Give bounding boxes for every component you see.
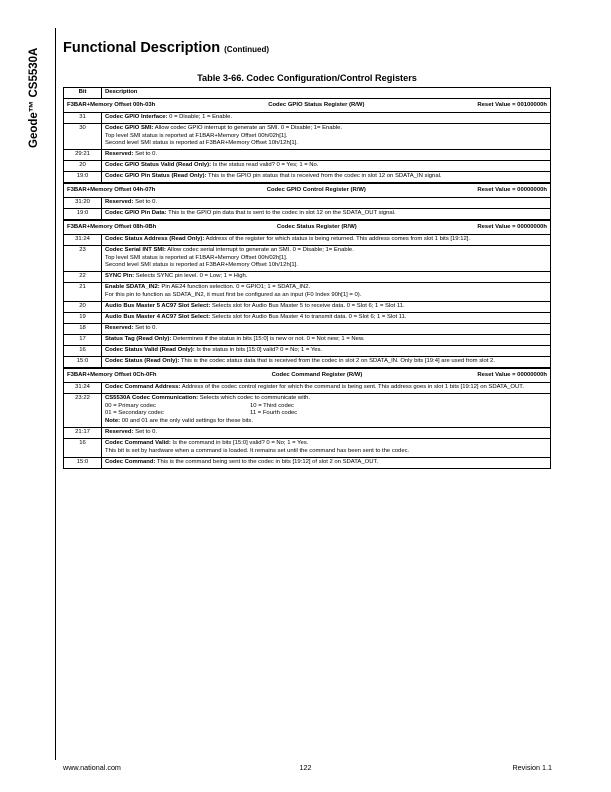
field-name: Status Tag (Read Only): bbox=[105, 336, 172, 343]
note-line bbox=[105, 418, 547, 426]
bit-range: 31 bbox=[64, 112, 102, 123]
bit-description bbox=[102, 428, 551, 439]
description-extra-line: For this pin to function as SDATA_IN2, it must first be configured as an input (F0 Index 90h[1] = 0). bbox=[105, 292, 362, 299]
field-text: Pin AE24 function selection. 0 = GPIO1; 1 = SDATA_IN2. bbox=[159, 284, 311, 291]
field-name: Codec Command Address: bbox=[105, 384, 181, 391]
section-title-text: Functional Description bbox=[63, 40, 221, 56]
field-text: Allow codec serial interrupt to generate an SMI. 0 = Disable; 1= Enable. bbox=[165, 246, 354, 253]
bit-description bbox=[102, 346, 551, 357]
bit-field-row bbox=[64, 301, 551, 312]
description-extra-line: Second level SMI status is reported at F3BAR+Memory Offset 10h/12h[1]. bbox=[105, 262, 298, 269]
bit-field-row bbox=[64, 457, 551, 468]
side-title-text: Geode™ CS5530A bbox=[28, 47, 40, 148]
register-reset-value: Reset Value = 00100000h bbox=[477, 101, 547, 108]
bit-range: 19:0 bbox=[64, 172, 102, 184]
bit-range: 15:0 bbox=[64, 357, 102, 369]
description-line bbox=[105, 347, 547, 355]
bit-range: 29:21 bbox=[64, 150, 102, 161]
field-text: This is the GPIO pin status that is received from the codec in slot 12 on SDATA_IN signal. bbox=[206, 173, 442, 180]
description-line bbox=[105, 173, 547, 181]
register-offset: F3BAR+Memory Offset 00h-03h bbox=[67, 101, 156, 108]
option-item: 00 = Primary codec bbox=[105, 402, 156, 409]
bit-field-row bbox=[64, 172, 551, 184]
bit-column-header: Bit bbox=[64, 88, 102, 99]
table-body bbox=[64, 99, 551, 469]
description-line bbox=[105, 162, 547, 170]
description-line bbox=[105, 236, 547, 244]
bit-description bbox=[102, 209, 551, 221]
bit-range: 23:22 bbox=[64, 393, 102, 427]
section-title-suffix: (Continued) bbox=[224, 45, 269, 54]
field-name: Enable SDATA_IN2: bbox=[105, 284, 160, 291]
field-name: Codec GPIO Interface: bbox=[105, 113, 168, 120]
description-line bbox=[105, 384, 547, 392]
bit-range: 31:24 bbox=[64, 382, 102, 393]
register-offset: F3BAR+Memory Offset 04h-07h bbox=[67, 186, 156, 193]
field-text: This is the command being sent to the codec in bits [19:12] of slot 2 on SDATA_OUT. bbox=[155, 458, 379, 465]
register-group-labels bbox=[67, 187, 547, 195]
register-group-labels bbox=[67, 224, 547, 232]
footer-revision: Revision 1.1 bbox=[512, 763, 552, 772]
bit-range: 17 bbox=[64, 335, 102, 346]
field-text: Selects slot for Audio Bus Master 4 to transmit data. 0 = Slot 6; 1 = Slot 11. bbox=[210, 314, 407, 321]
field-text: Is the command in bits [15:0] valid? 0 = No; 1 = Yes. bbox=[170, 440, 309, 447]
bit-range: 16 bbox=[64, 346, 102, 357]
note-label: Note: bbox=[105, 418, 121, 425]
option-item: 11 = Fourth codec bbox=[250, 410, 298, 417]
field-name: Codec Serial INT SMI: bbox=[105, 246, 166, 253]
bit-range: 16 bbox=[64, 439, 102, 458]
field-text: Set to 0. bbox=[133, 151, 158, 158]
register-reset-value: Reset Value = 00000000h bbox=[477, 371, 547, 378]
description-line bbox=[105, 199, 547, 207]
field-text: Selects SYNC pin level. 0 = Low; 1 = High. bbox=[134, 273, 248, 280]
bit-field-row bbox=[64, 197, 551, 208]
bit-field-row bbox=[64, 150, 551, 161]
description-extra-line: Top level SMI status is reported at F1BAR+Memory Offset 00h/02h[1]. bbox=[105, 254, 288, 261]
description-extra-line: Second level SMI status is reported at F3BAR+Memory Offset 10h/12h[1]. bbox=[105, 140, 298, 147]
register-group-labels bbox=[67, 372, 547, 380]
vertical-rule bbox=[55, 28, 56, 760]
register-name: Codec GPIO Status Register (R/W) bbox=[268, 101, 365, 108]
description-line bbox=[105, 358, 547, 366]
bit-description bbox=[102, 283, 551, 302]
description-extra-line: Top level SMI status is reported at F1BAR+Memory Offset 00h/02h[1]. bbox=[105, 132, 288, 139]
bit-field-row bbox=[64, 324, 551, 335]
bit-description bbox=[102, 335, 551, 346]
bit-range: 19 bbox=[64, 312, 102, 323]
description-column-header: Description bbox=[102, 88, 551, 99]
register-reset-value: Reset Value = 00000000h bbox=[477, 223, 547, 230]
bit-description bbox=[102, 457, 551, 468]
bit-range: 20 bbox=[64, 161, 102, 172]
field-text: Is the status read valid? 0 = Yes; 1 = No. bbox=[211, 162, 319, 169]
register-reset-value: Reset Value = 00000000h bbox=[477, 186, 547, 193]
register-group-header bbox=[64, 368, 551, 382]
bit-range: 22 bbox=[64, 272, 102, 283]
register-group-cell bbox=[64, 183, 551, 197]
option-item: 10 = Third codec bbox=[250, 402, 294, 409]
bit-description bbox=[102, 172, 551, 184]
field-name: Codec GPIO Pin Data: bbox=[105, 210, 167, 217]
bit-description bbox=[102, 382, 551, 393]
bit-description bbox=[102, 272, 551, 283]
field-text: Selects slot for Audio Bus Master 5 to receive data. 0 = Slot 6; 1 = Slot 11. bbox=[210, 303, 405, 310]
bit-description bbox=[102, 161, 551, 172]
note-text: 00 and 01 are the only valid settings for these bits. bbox=[120, 418, 254, 425]
register-group-labels bbox=[67, 102, 547, 110]
field-text: This is the codec status data that is received from the codec in slot 2 on SDATA_IN. Only bits [19:4] are used from slot 2. bbox=[179, 358, 495, 365]
description-line bbox=[105, 303, 547, 311]
field-text: Allow codec GPIO interrupt to generate an SMI. 0 = Disable; 1= Enable. bbox=[153, 124, 343, 131]
field-text: Address of the register for which status is being returned. This address comes from slot 1 bits [19:12]. bbox=[204, 235, 471, 242]
option-list bbox=[105, 403, 547, 418]
bit-field-row bbox=[64, 357, 551, 369]
field-name: SYNC Pin: bbox=[105, 273, 135, 280]
field-text: This is the GPIO pin data that is sent to the codec in slot 12 on the SDATA_OUT signal. bbox=[166, 210, 396, 217]
table-header-row bbox=[64, 88, 551, 99]
bit-field-row bbox=[64, 112, 551, 123]
bit-description bbox=[102, 245, 551, 271]
page-number: 122 bbox=[299, 763, 312, 772]
field-name: Reserved: bbox=[105, 199, 134, 206]
description-line bbox=[105, 429, 547, 437]
field-name: Audio Bus Master 5 AC97 Slot Select: bbox=[105, 303, 211, 310]
bit-field-row bbox=[64, 346, 551, 357]
field-name: Audio Bus Master 4 AC97 Slot Select: bbox=[105, 314, 211, 321]
bit-field-row bbox=[64, 439, 551, 458]
description-line bbox=[105, 336, 547, 344]
bit-field-row bbox=[64, 123, 551, 149]
register-name: Codec GPIO Control Register (R/W) bbox=[266, 186, 366, 193]
bit-field-row bbox=[64, 209, 551, 221]
bit-description bbox=[102, 439, 551, 458]
side-title bbox=[28, 28, 44, 148]
bit-range: 31:24 bbox=[64, 234, 102, 245]
field-text: Address of the codec control register for which the command is being sent. This address goes in slot 1 bits [19:12] on SDATA_OUT. bbox=[180, 384, 524, 391]
description-line bbox=[105, 273, 547, 281]
bit-field-row bbox=[64, 272, 551, 283]
bit-description bbox=[102, 324, 551, 335]
register-table bbox=[63, 87, 551, 469]
field-name: Codec Status Address (Read Only): bbox=[105, 235, 205, 242]
description-line bbox=[105, 395, 547, 403]
bit-description bbox=[102, 197, 551, 208]
bit-description bbox=[102, 357, 551, 369]
bit-description bbox=[102, 301, 551, 312]
bit-range: 18 bbox=[64, 324, 102, 335]
description-line bbox=[105, 459, 547, 467]
bit-range: 21 bbox=[64, 283, 102, 302]
field-name: Reserved: bbox=[105, 325, 134, 332]
bit-range: 31:20 bbox=[64, 197, 102, 208]
bit-description bbox=[102, 234, 551, 245]
description-line bbox=[105, 440, 547, 448]
field-name: CS5530A Codec Communication: bbox=[105, 395, 199, 402]
bit-range: 21:17 bbox=[64, 428, 102, 439]
description-extra-line: This bit is set by hardware when a command is loaded. It remains set until the command has been sent to the codec. bbox=[105, 447, 410, 454]
bit-field-row bbox=[64, 283, 551, 302]
field-name: Codec GPIO Pin Status (Read Only): bbox=[105, 173, 207, 180]
field-text: Set to 0. bbox=[133, 199, 158, 206]
description-line bbox=[105, 114, 547, 122]
bit-description bbox=[102, 393, 551, 427]
bit-range: 20 bbox=[64, 301, 102, 312]
field-text: Set to 0. bbox=[133, 325, 158, 332]
bit-field-row bbox=[64, 245, 551, 271]
bit-field-row bbox=[64, 312, 551, 323]
description-line bbox=[105, 325, 547, 333]
register-group-cell bbox=[64, 99, 551, 113]
description-line bbox=[105, 151, 547, 159]
field-text: Determines if the status in bits [15:0] is new or not. 0 = Not new; 1 = New. bbox=[171, 336, 365, 343]
field-name: Codec Status (Read Only): bbox=[105, 358, 180, 365]
bit-range: 23 bbox=[64, 245, 102, 271]
bit-field-row bbox=[64, 234, 551, 245]
field-name: Reserved: bbox=[105, 429, 134, 436]
bit-field-row bbox=[64, 393, 551, 427]
bit-field-row bbox=[64, 428, 551, 439]
register-group-header bbox=[64, 220, 551, 234]
bit-field-row bbox=[64, 161, 551, 172]
field-name: Codec GPIO SMI: bbox=[105, 124, 154, 131]
bit-description bbox=[102, 112, 551, 123]
bit-range: 30 bbox=[64, 123, 102, 149]
field-name: Codec Command Valid: bbox=[105, 440, 171, 447]
bit-description bbox=[102, 312, 551, 323]
table-title: Table 3-66. Codec Configuration/Control Registers bbox=[197, 73, 417, 83]
section-title bbox=[63, 40, 269, 56]
field-text: Is the status in bits [15:0] valid? 0 = No; 1 = Yes. bbox=[194, 347, 323, 354]
description-line bbox=[105, 247, 547, 255]
register-name: Codec Status Register (R/W) bbox=[276, 223, 357, 230]
field-text: Set to 0. bbox=[133, 429, 158, 436]
option-item: 01 = Secondary codec bbox=[105, 410, 164, 417]
register-name: Codec Command Register (R/W) bbox=[271, 371, 363, 378]
description-line bbox=[105, 125, 547, 133]
description-line bbox=[105, 210, 547, 218]
field-name: Codec Status Valid (Read Only): bbox=[105, 347, 195, 354]
register-group-cell bbox=[64, 220, 551, 234]
bit-range: 19:0 bbox=[64, 209, 102, 221]
bit-description bbox=[102, 123, 551, 149]
bit-description bbox=[102, 150, 551, 161]
register-group-header bbox=[64, 183, 551, 197]
footer-url: www.national.com bbox=[63, 763, 121, 772]
field-text: Selects which codec to communicate with. bbox=[198, 395, 311, 402]
description-line bbox=[105, 284, 547, 292]
bit-range: 15:0 bbox=[64, 457, 102, 468]
description-line bbox=[105, 314, 547, 322]
field-name: Codec GPIO Status Valid (Read Only): bbox=[105, 162, 212, 169]
field-text: 0 = Disable; 1 = Enable. bbox=[167, 113, 233, 120]
register-offset: F3BAR+Memory Offset 0Ch-0Fh bbox=[67, 371, 157, 378]
field-name: Reserved: bbox=[105, 151, 134, 158]
bit-field-row bbox=[64, 335, 551, 346]
register-group-cell bbox=[64, 368, 551, 382]
register-group-header bbox=[64, 99, 551, 113]
register-offset: F3BAR+Memory Offset 08h-0Bh bbox=[67, 223, 157, 230]
bit-field-row bbox=[64, 382, 551, 393]
field-name: Codec Command: bbox=[105, 458, 156, 465]
